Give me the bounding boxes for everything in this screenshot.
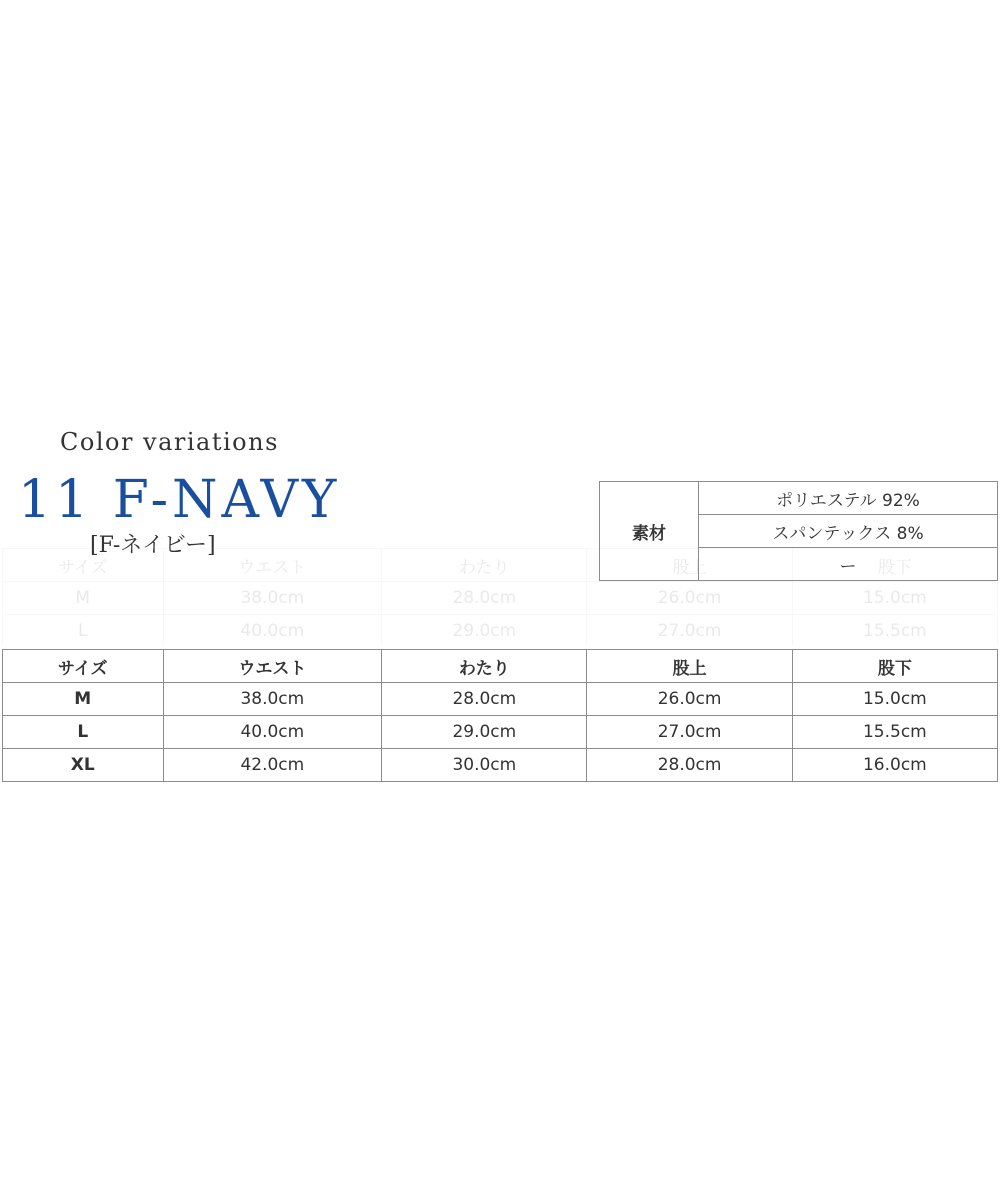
material-row: ー xyxy=(699,548,998,581)
thigh-cell: 30.0cm xyxy=(382,749,587,782)
ghost-cell: L xyxy=(3,615,164,647)
size-cell: M xyxy=(3,683,164,716)
color-name-title: 11 F-NAVY xyxy=(18,470,341,530)
ghost-cell: 38.0cm xyxy=(163,582,382,615)
inseam-cell: 16.0cm xyxy=(792,749,997,782)
size-table-header-row xyxy=(3,650,998,683)
waist-cell: 40.0cm xyxy=(163,716,382,749)
rise-cell: 26.0cm xyxy=(587,683,792,716)
header-waist: ウエスト xyxy=(163,650,382,683)
ghost-cell: M xyxy=(3,582,164,615)
header-thigh: わたり xyxy=(382,650,587,683)
ghost-cell: 29.0cm xyxy=(382,615,587,647)
rise-cell: 27.0cm xyxy=(587,716,792,749)
ghost-cell: わたり xyxy=(382,549,587,582)
ghost-cell: 15.5cm xyxy=(792,615,997,647)
material-row: スパンテックス 8% xyxy=(699,515,998,548)
waist-cell: 38.0cm xyxy=(163,683,382,716)
table-row xyxy=(3,749,998,782)
inseam-cell: 15.0cm xyxy=(792,683,997,716)
ghost-cell: 27.0cm xyxy=(587,615,792,647)
size-cell: XL xyxy=(3,749,164,782)
ghost-cell: 40.0cm xyxy=(163,615,382,647)
header-rise: 股上 xyxy=(587,650,792,683)
material-row: ポリエステル 92% xyxy=(699,482,998,515)
rise-cell: 28.0cm xyxy=(587,749,792,782)
thigh-cell: 29.0cm xyxy=(382,716,587,749)
ghost-cell: 股上 xyxy=(587,549,792,582)
ghost-cell: 15.0cm xyxy=(792,582,997,615)
color-variations-label: Color variations xyxy=(60,428,279,456)
material-table xyxy=(599,481,998,581)
table-row xyxy=(3,683,998,716)
table-row xyxy=(3,716,998,749)
header-inseam: 股下 xyxy=(792,650,997,683)
ghost-cell: 股下 xyxy=(792,549,997,582)
size-cell: L xyxy=(3,716,164,749)
ghost-cell: 28.0cm xyxy=(382,582,587,615)
ghost-cell: サイズ xyxy=(3,549,164,582)
ghost-cell: 26.0cm xyxy=(587,582,792,615)
thigh-cell: 28.0cm xyxy=(382,683,587,716)
ghost-cell: ウエスト xyxy=(163,549,382,582)
waist-cell: 42.0cm xyxy=(163,749,382,782)
material-label: 素材 xyxy=(600,482,699,581)
header-size: サイズ xyxy=(3,650,164,683)
color-name-subtitle: [F-ネイビー] xyxy=(90,533,216,558)
inseam-cell: 15.5cm xyxy=(792,716,997,749)
size-table xyxy=(2,649,998,782)
